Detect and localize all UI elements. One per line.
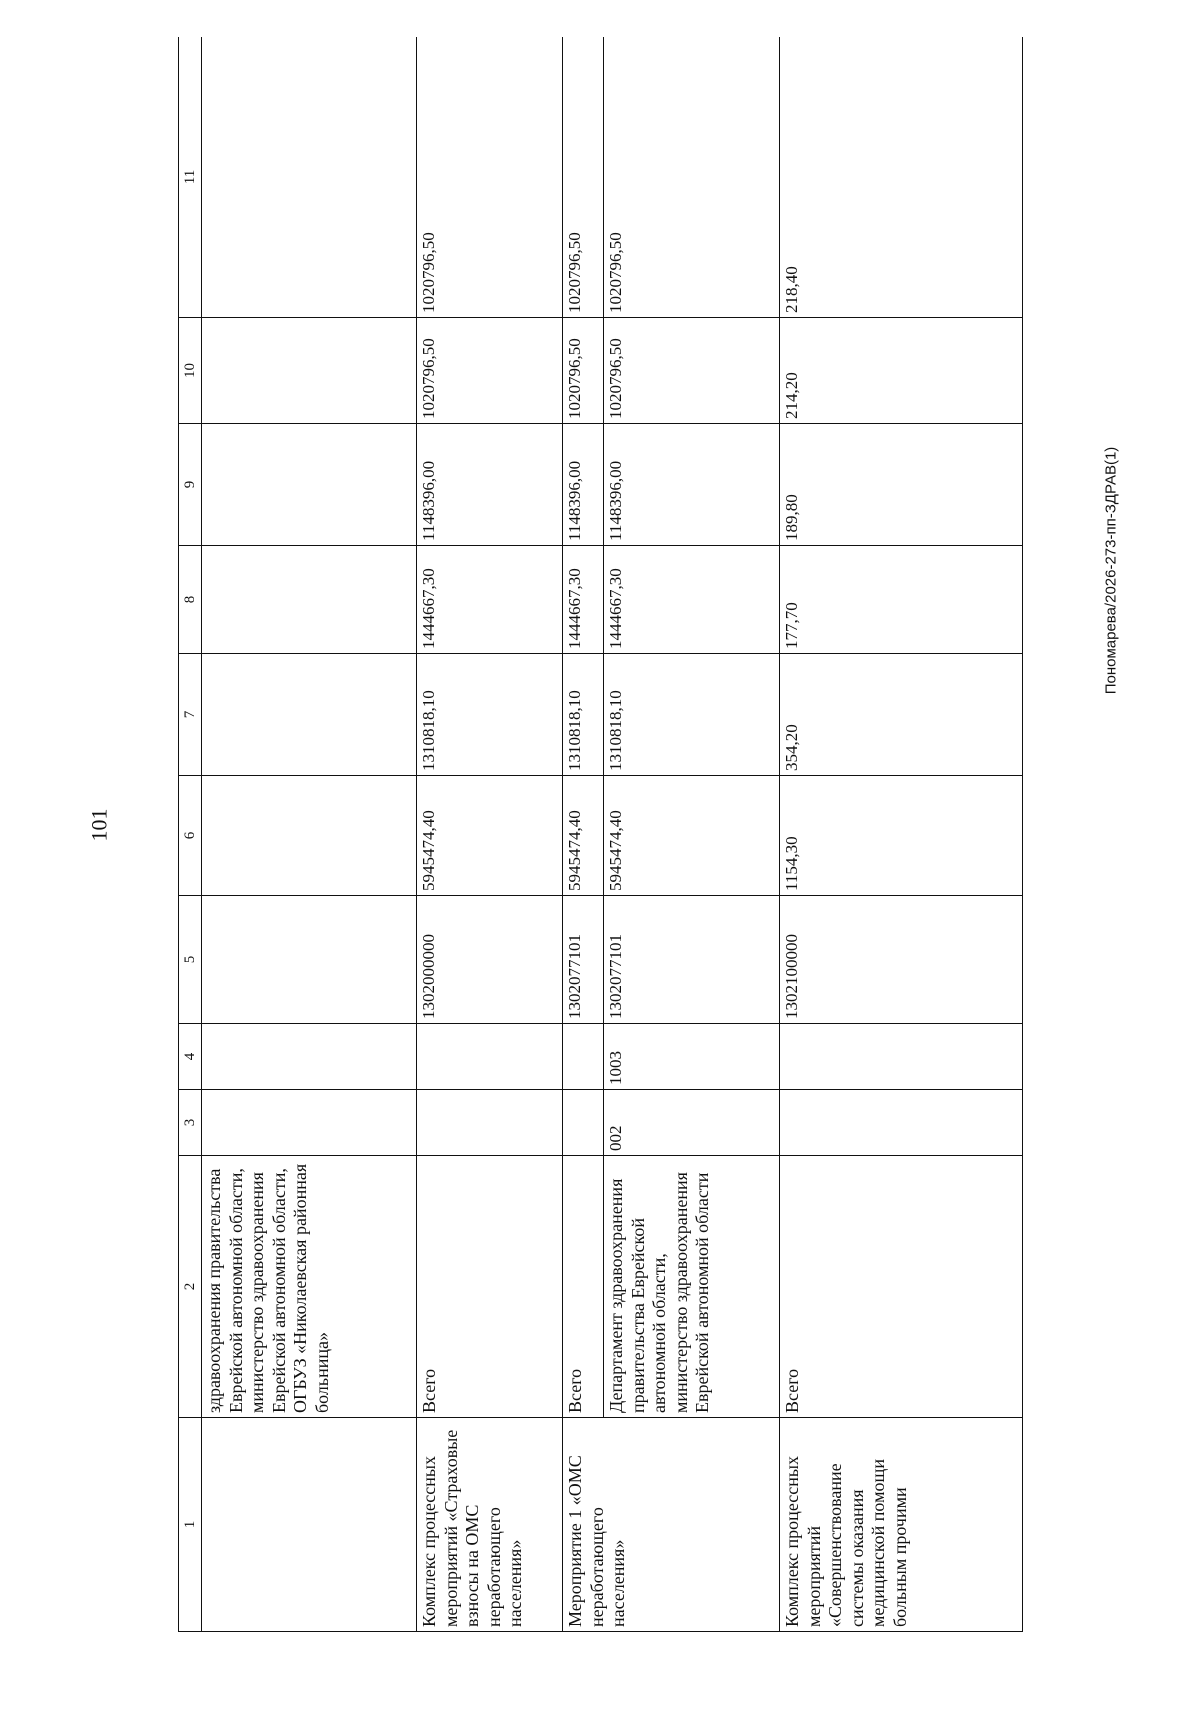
table-header-row xyxy=(179,37,202,1632)
header-col-2: 2 xyxy=(179,1156,202,1418)
cell-csr: 1302100000 xyxy=(780,896,1023,1024)
cell-executor: Всего xyxy=(417,1156,563,1418)
document-code xyxy=(1098,100,1124,1040)
cell-activity: Комплекс процессных мероприятий «Совершенствование системы оказания медицинской помощи больным прочими xyxy=(780,1418,1023,1632)
table-row xyxy=(604,37,780,1632)
table-row xyxy=(202,37,417,1632)
cell-value-9 xyxy=(202,424,417,546)
cell-value-7 xyxy=(202,654,417,776)
cell-value-11: 1020796,50 xyxy=(563,37,604,318)
cell-executor: здравоохранения правительства Еврейской автономной области, министерство здравоохранения Еврейской автономной области, ОГБУЗ «Николаевская районная больница» xyxy=(202,1156,417,1418)
cell-value-8: 1444667,30 xyxy=(417,546,563,654)
cell-grbs xyxy=(202,1090,417,1156)
cell-executor: Департамент здравоохранения правительства Еврейской автономной области, министерство здравоохранения Еврейской автономной области xyxy=(604,1156,780,1418)
budget-table xyxy=(178,37,1023,1632)
cell-value-11: 1020796,50 xyxy=(604,37,780,318)
cell-rzpr xyxy=(780,1024,1023,1090)
header-col-8: 8 xyxy=(179,546,202,654)
cell-rzpr xyxy=(417,1024,563,1090)
cell-value-6 xyxy=(202,776,417,896)
table-area xyxy=(178,37,1200,1632)
cell-value-10: 1020796,50 xyxy=(604,318,780,424)
cell-value-8 xyxy=(202,546,417,654)
cell-value-9: 1148396,00 xyxy=(417,424,563,546)
cell-value-7: 354,20 xyxy=(780,654,1023,776)
cell-value-6: 5945474,40 xyxy=(563,776,604,896)
page-number xyxy=(82,795,116,855)
cell-value-6: 5945474,40 xyxy=(417,776,563,896)
cell-value-10: 1020796,50 xyxy=(417,318,563,424)
cell-value-8: 1444667,30 xyxy=(604,546,780,654)
header-col-11: 11 xyxy=(179,37,202,318)
cell-value-7: 1310818,10 xyxy=(417,654,563,776)
cell-activity xyxy=(202,1418,417,1632)
cell-rzpr: 1003 xyxy=(604,1024,780,1090)
header-col-1: 1 xyxy=(179,1418,202,1632)
header-col-3: 3 xyxy=(179,1090,202,1156)
table-row xyxy=(780,37,1023,1632)
cell-value-7: 1310818,10 xyxy=(604,654,780,776)
cell-value-8: 1444667,30 xyxy=(563,546,604,654)
page-number-text: 101 xyxy=(86,808,111,842)
cell-grbs: 002 xyxy=(604,1090,780,1156)
cell-value-6: 1154,30 xyxy=(780,776,1023,896)
header-col-10: 10 xyxy=(179,318,202,424)
cell-rzpr xyxy=(202,1024,417,1090)
cell-grbs xyxy=(563,1090,604,1156)
cell-value-11: 1020796,50 xyxy=(417,37,563,318)
header-col-6: 6 xyxy=(179,776,202,896)
cell-value-9: 189,80 xyxy=(780,424,1023,546)
cell-value-9: 1148396,00 xyxy=(563,424,604,546)
cell-value-6: 5945474,40 xyxy=(604,776,780,896)
cell-rzpr xyxy=(563,1024,604,1090)
document-code-text: Пономарева/2026-273-пп-ЗДРАВ(1) xyxy=(1102,446,1120,694)
cell-value-10: 1020796,50 xyxy=(563,318,604,424)
header-col-4: 4 xyxy=(179,1024,202,1090)
header-col-5: 5 xyxy=(179,896,202,1024)
cell-value-11: 218,40 xyxy=(780,37,1023,318)
cell-value-9: 1148396,00 xyxy=(604,424,780,546)
cell-value-10 xyxy=(202,318,417,424)
cell-grbs xyxy=(780,1090,1023,1156)
cell-activity: Комплекс процессных мероприятий «Страховые взносы на ОМС неработающего населения» xyxy=(417,1418,563,1632)
cell-executor: Всего xyxy=(563,1156,604,1418)
table-row xyxy=(563,37,604,1632)
cell-activity: Мероприятие 1 «ОМС неработающего населения» xyxy=(563,1418,780,1632)
cell-csr: 1302077101 xyxy=(563,896,604,1024)
cell-value-8: 177,70 xyxy=(780,546,1023,654)
table-row xyxy=(417,37,563,1632)
cell-value-7: 1310818,10 xyxy=(563,654,604,776)
cell-csr xyxy=(202,896,417,1024)
cell-csr: 1302077101 xyxy=(604,896,780,1024)
cell-csr: 1302000000 xyxy=(417,896,563,1024)
rotated-table-container xyxy=(178,37,1200,1632)
header-col-9: 9 xyxy=(179,424,202,546)
header-col-7: 7 xyxy=(179,654,202,776)
cell-value-11 xyxy=(202,37,417,318)
cell-executor: Всего xyxy=(780,1156,1023,1418)
cell-value-10: 214,20 xyxy=(780,318,1023,424)
cell-grbs xyxy=(417,1090,563,1156)
